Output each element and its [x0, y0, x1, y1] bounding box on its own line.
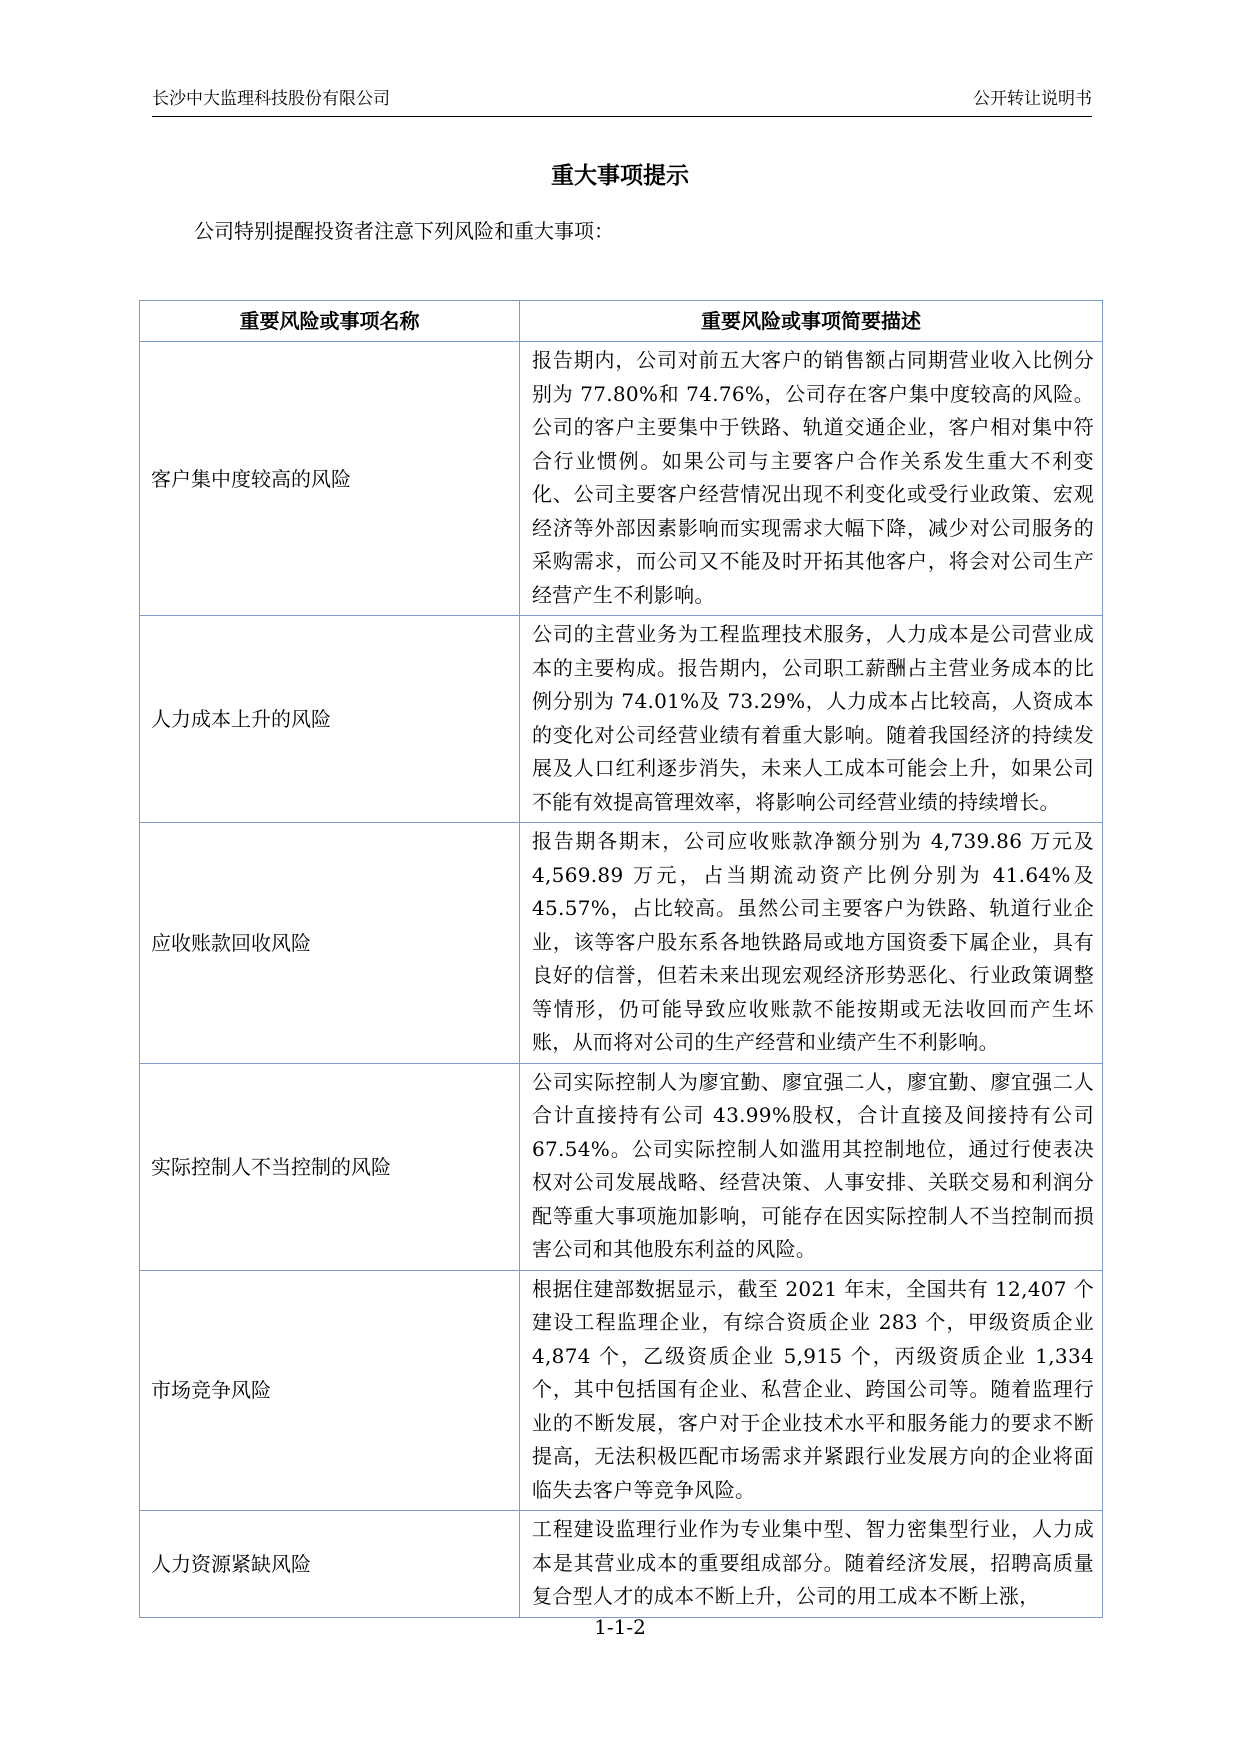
table-row	[140, 342, 1103, 616]
table-row	[140, 1063, 1103, 1270]
table-row	[140, 1270, 1103, 1511]
risk-name: 人力成本上升的风险	[140, 616, 520, 823]
table-row	[140, 1511, 1103, 1618]
page-number: 1-1-2	[594, 1615, 646, 1639]
header-document-type: 公开转让说明书	[973, 89, 1092, 109]
risk-name: 实际控制人不当控制的风险	[140, 1063, 520, 1270]
risk-description: 报告期内，公司对前五大客户的销售额占同期营业收入比例分别为 77.80%和 74.76%，公司存在客户集中度较高的风险。公司的客户主要集中于铁路、轨道交通企业，客户相对集中符合行业惯例。如果公司与主要客户合作关系发生重大不利变化、公司主要客户经营情况出现不利变化或受行业政策、宏观经济等外部因素影响而实现需求大幅下降，减少对公司服务的采购需求，而公司又不能及时开拓其他客户，将会对公司生产经营产生不利影响。	[520, 342, 1103, 616]
header-company-name: 长沙中大监理科技股份有限公司	[152, 89, 390, 109]
risk-description: 报告期各期末，公司应收账款净额分别为 4,739.86 万元及4,569.89 万元，占当期流动资产比例分别为 41.64%及 45.57%，占比较高。虽然公司主要客户为铁路、轨道行业企业，该等客户股东系各地铁路局或地方国资委下属企业，具有良好的信誉，但若未来出现宏观经济形势恶化、行业政策调整等情形，仍可能导致应收账款不能按期或无法收回而产生坏账，从而将对公司的生产经营和业绩产生不利影响。	[520, 823, 1103, 1064]
table-header-row	[140, 301, 1103, 342]
risk-table	[139, 300, 1103, 1618]
risk-name: 市场竞争风险	[140, 1270, 520, 1511]
risk-description: 工程建设监理行业作为专业集中型、智力密集型行业，人力成本是其营业成本的重要组成部分。随着经济发展，招聘高质量复合型人才的成本不断上升，公司的用工成本不断上涨，	[520, 1511, 1103, 1618]
risk-name: 应收账款回收风险	[140, 823, 520, 1064]
page-title: 重大事项提示	[551, 162, 689, 189]
table-row	[140, 823, 1103, 1064]
intro-paragraph: 公司特别提醒投资者注意下列风险和重大事项：	[194, 219, 614, 243]
column-header-description: 重要风险或事项简要描述	[520, 301, 1103, 342]
risk-name: 客户集中度较高的风险	[140, 342, 520, 616]
risk-description: 公司的主营业务为工程监理技术服务，人力成本是公司营业成本的主要构成。报告期内，公司职工薪酬占主营业务成本的比例分别为 74.01%及 73.29%，人力成本占比较高，人资成本的变化对公司经营业绩有着重大影响。随着我国经济的持续发展及人口红利逐步消失，未来人工成本可能会上升，如果公司不能有效提高管理效率，将影响公司经营业绩的持续增长。	[520, 616, 1103, 823]
risk-name: 人力资源紧缺风险	[140, 1511, 520, 1618]
table-row	[140, 616, 1103, 823]
risk-description: 根据住建部数据显示，截至 2021 年末，全国共有 12,407 个建设工程监理企业，有综合资质企业 283 个，甲级资质企业4,874 个，乙级资质企业 5,915 个，丙级资质企业 1,334 个，其中包括国有企业、私营企业、跨国公司等。随着监理行业的不断发展，客户对于企业技术水平和服务能力的要求不断提高，无法积极匹配市场需求并紧跟行业发展方向的企业将面临失去客户等竞争风险。	[520, 1270, 1103, 1511]
column-header-name: 重要风险或事项名称	[140, 301, 520, 342]
page-header	[152, 88, 1092, 117]
risk-description: 公司实际控制人为廖宜勤、廖宜强二人，廖宜勤、廖宜强二人合计直接持有公司 43.99%股权，合计直接及间接持有公司67.54%。公司实际控制人如滥用其控制地位，通过行使表决权对公司发展战略、经营决策、人事安排、关联交易和利润分配等重大事项施加影响，可能存在因实际控制人不当控制而损害公司和其他股东利益的风险。	[520, 1063, 1103, 1270]
